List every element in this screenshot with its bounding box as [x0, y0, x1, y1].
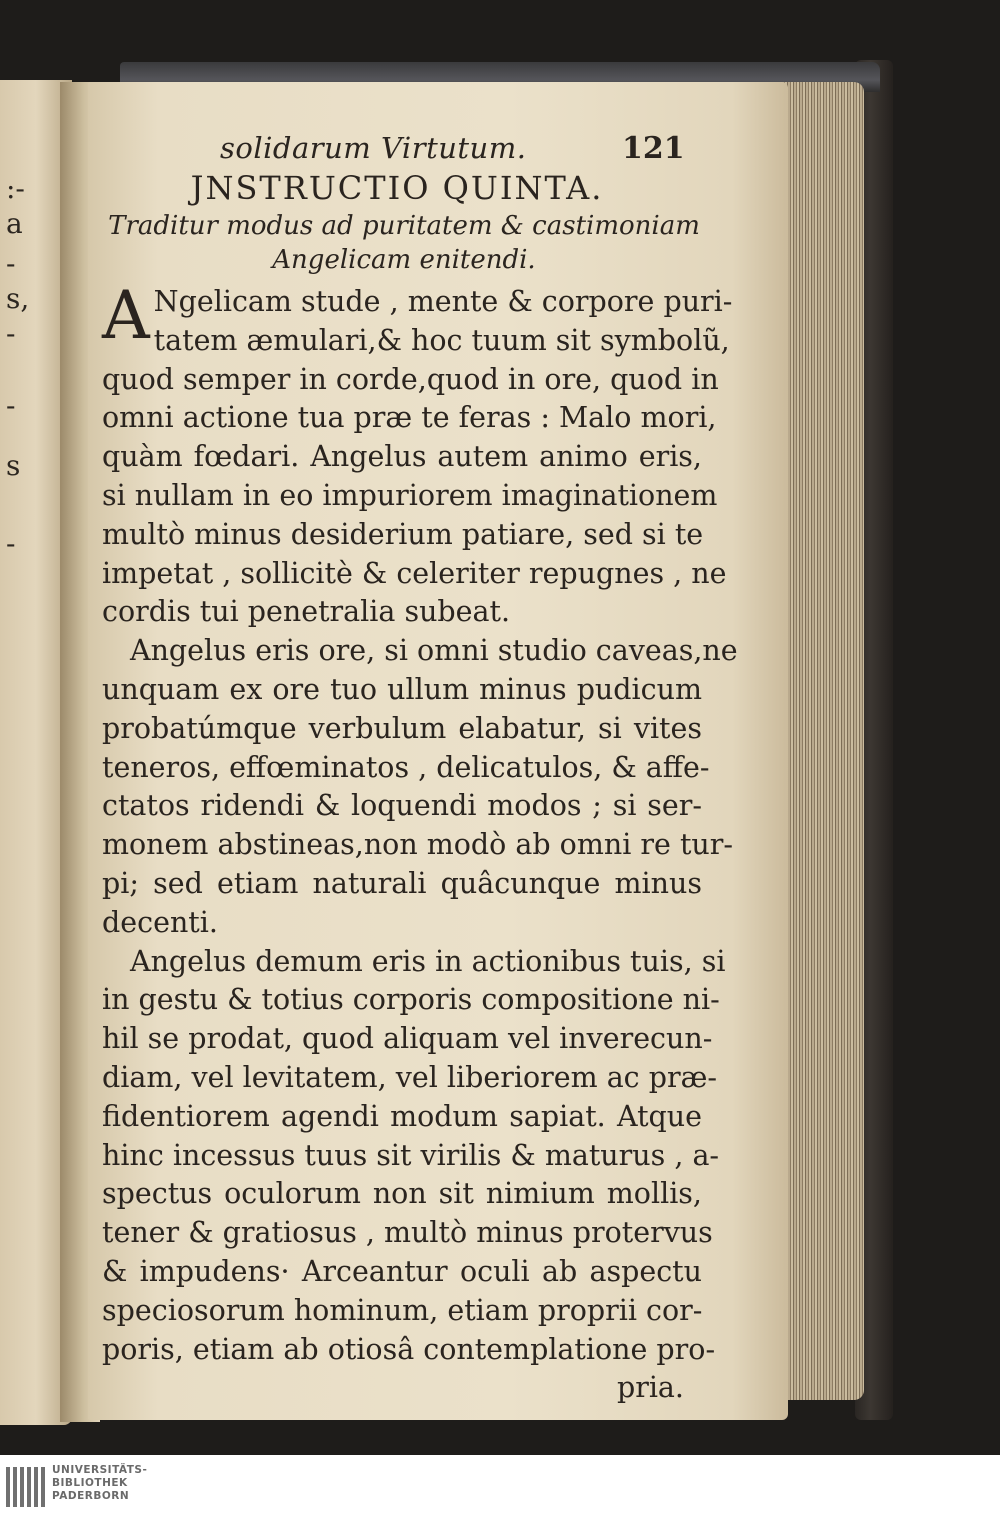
text-line: in gestu & totius corporis compositione ni-	[102, 983, 720, 1017]
text-line: hinc incessus tuus sit virilis & maturus , a-	[102, 1138, 720, 1172]
text-line: monem abstineas,non modò ab omni re tur-	[102, 828, 734, 862]
text-line: Angelus demum eris in actionibus tuis, si	[130, 944, 726, 978]
running-head	[102, 125, 702, 167]
logo-line: PADERBORN	[52, 1490, 130, 1502]
left-page-fragment: -	[6, 527, 16, 560]
catchword: pria.	[616, 1371, 684, 1405]
text-line: pi; sed etiam naturali quâcunque minus	[102, 866, 702, 900]
paragraph-1	[102, 277, 733, 632]
text-line: tatem æmulari,& hoc tuum sit symbolũ,	[153, 323, 730, 357]
library-logo-text	[52, 1464, 147, 1503]
text-line: spectus oculorum non sit nimium mollis,	[102, 1177, 702, 1211]
left-page-fragment: a	[6, 207, 23, 240]
text-line: quod semper in corde,quod in ore, quod in	[102, 362, 719, 396]
page-edges	[776, 82, 864, 1400]
logo-line: UNIVERSITÄTS-	[52, 1464, 148, 1476]
subtitle-line: Traditur modus ad puritatem & castimoniam	[108, 211, 700, 241]
text-line: omni actione tua præ te feras : Malo mori,	[102, 401, 717, 435]
text-line: impetat , sollicitè & celeriter repugnes , ne	[102, 556, 727, 590]
paragraph-2	[102, 632, 738, 942]
text-line: ctatos ridendi & loquendi modos ; si ser-	[102, 789, 702, 823]
library-logo-icon	[6, 1467, 46, 1507]
text-line: poris, etiam ab otiosâ contemplatione pro-	[102, 1332, 716, 1366]
page-text	[102, 125, 738, 1408]
left-page-fragment: -	[6, 247, 16, 280]
subtitle-line: Angelicam enitendi.	[272, 245, 536, 275]
instruction-heading: JNSTRUCTIO QUINTA.	[190, 169, 604, 207]
drop-capital: A	[102, 277, 150, 354]
text-line: tener & gratiosus , multò minus protervus	[102, 1216, 713, 1250]
text-line: multò minus desiderium patiare, sed si te	[102, 517, 704, 551]
text-line: quàm fœdari. Angelus autem animo eris,	[102, 440, 702, 474]
left-page-fragment: :-	[6, 172, 25, 205]
text-line: unquam ex ore tuo ullum minus pudicum	[102, 672, 702, 706]
text-line: probatúmque verbulum elabatur, si vites	[102, 711, 702, 745]
text-line: diam, vel levitatem, vel liberiorem ac præ-	[102, 1060, 717, 1094]
text-line: Angelus eris ore, si omni studio caveas,ne	[130, 634, 738, 668]
text-line: si nullam in eo impuriorem imaginationem	[102, 478, 718, 512]
left-page-fragment: s,	[6, 282, 30, 315]
text-line: & impudens· Arceantur oculi ab aspectu	[102, 1254, 702, 1288]
logo-line: BIBLIOTHEK	[52, 1477, 128, 1489]
text-line: decenti.	[102, 905, 218, 939]
library-footer	[0, 1455, 1000, 1518]
running-title: solidarum Virtutum.	[220, 131, 527, 165]
paragraph-3	[102, 943, 726, 1370]
text-line: Ngelicam stude , mente & corpore puri-	[153, 285, 733, 318]
text-line: teneros, effœminatos , delicatulos, & affe-	[102, 750, 710, 784]
left-page-fragment: s	[6, 449, 21, 482]
left-page-fragment: -	[6, 389, 16, 422]
text-line: speciosorum hominum, etiam proprii cor-	[102, 1293, 703, 1327]
left-page-fragment: -	[6, 317, 16, 350]
text-line: hil se prodat, quod aliquam vel inverecun-	[102, 1022, 713, 1056]
page-number: 121	[622, 131, 685, 166]
text-line: cordis tui penetralia subeat.	[102, 595, 511, 629]
text-line: fidentiorem agendi modum sapiat. Atque	[102, 1099, 702, 1133]
